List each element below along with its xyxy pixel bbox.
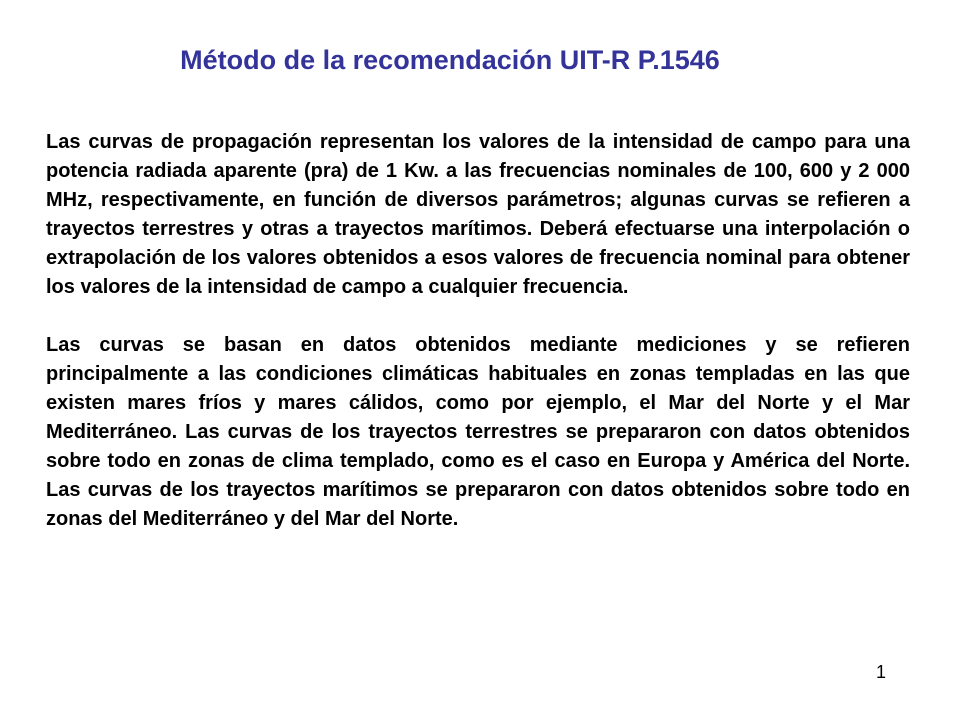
slide-title: Método de la recomendación UIT-R P.1546 [180, 45, 720, 75]
page-number: 1 [875, 662, 886, 682]
slide-body [46, 128, 910, 534]
paragraph-measurement-data: Las curvas se basan en datos obtenidos mediante mediciones y se refieren principalmente a las condiciones climáticas habituales en zonas templadas en las que existen mares fríos y mares cálidos, como por ejemplo, el Mar del Norte y el Mar Mediterráneo. Las curvas de los trayectos terrestres se prepararon con datos obtenidos sobre todo en zonas de clima templado, como es el caso en Europa y América del Norte. Las curvas de los trayectos marítimos se prepararon con datos obtenidos sobre todo en zonas del Mediterráneo y del Mar del Norte. [46, 334, 910, 530]
paragraph-propagation-curves: Las curvas de propagación representan los valores de la intensidad de campo para una potencia radiada aparente (pra) de 1 Kw. a las frecuencias nominales de 100, 600 y 2 000 MHz, respectivamente, en función de diversos parámetros; algunas curvas se refieren a trayectos terrestres y otras a trayectos marítimos. Deberá efectuarse una interpolación o extrapolación de los valores obtenidos a esos valores de frecuencia nominal para obtener los valores de la intensidad de campo a cualquier frecuencia. [46, 131, 910, 298]
